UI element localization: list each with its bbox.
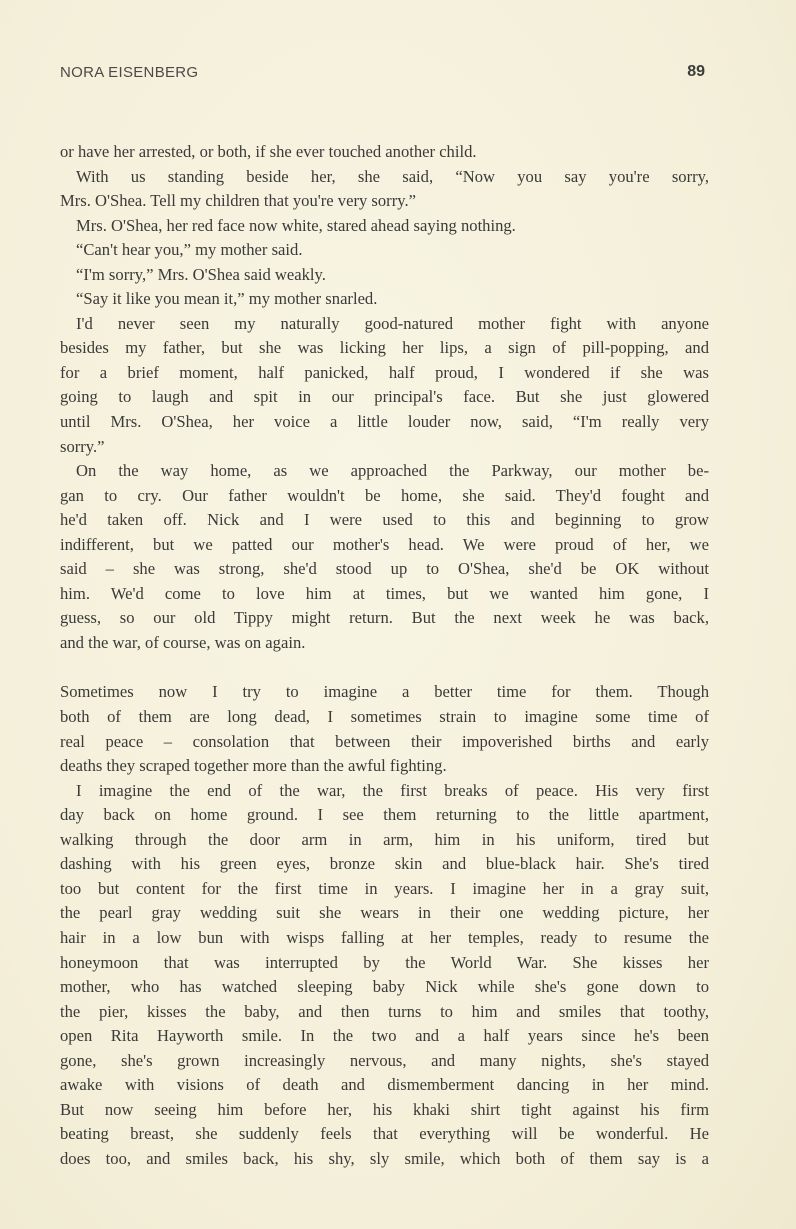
text-line: both of them are long dead, I sometimes strain to imagine some time of (60, 707, 709, 727)
text-line: deaths they scraped together more than the awful fighting. (60, 756, 447, 776)
text-line: does too, and smiles back, his shy, sly smile, which both of them say is a (60, 1148, 709, 1168)
text-line: But now seeing him before her, his khaki shirt tight against his firm (60, 1099, 709, 1119)
body-text (60, 140, 709, 1171)
text-line: dashing with his green eyes, bronze skin and blue-black hair. She's tired (60, 854, 709, 874)
text-line: “I'm sorry,” Mrs. O'Shea said weakly. (76, 264, 326, 284)
text-line: I'd never seen my naturally good-natured mother fight with anyone (76, 313, 709, 333)
text-line: “Can't hear you,” my mother said. (76, 240, 303, 260)
text-line: sorry.” (60, 436, 105, 456)
text-line: he'd taken off. Nick and I were used to this and beginning to grow (60, 510, 709, 530)
text-line: open Rita Hayworth smile. In the two and a half years since he's been (60, 1026, 709, 1046)
section-break (60, 655, 709, 680)
text-line: “Say it like you mean it,” my mother snarled. (76, 289, 378, 309)
text-line: honeymoon that was interrupted by the World War. She kisses her (60, 952, 709, 972)
text-line: day back on home ground. I see them returning to the little apartment, (60, 805, 709, 825)
text-line: Mrs. O'Shea. Tell my children that you're very sorry.” (60, 191, 416, 211)
text-line: With us standing beside her, she said, “Now you say you're sorry, (76, 166, 709, 186)
text-line: until Mrs. O'Shea, her voice a little louder now, said, “I'm really very (60, 412, 709, 432)
text-line: the pearl gray wedding suit she wears in their one wedding picture, her (60, 903, 709, 923)
page-number: 89 (687, 63, 705, 80)
text-line: indifferent, but we patted our mother's head. We were proud of her, we (60, 534, 709, 554)
text-line: and the war, of course, was on again. (60, 632, 306, 652)
text-line: I imagine the end of the war, the first breaks of peace. His very first (76, 780, 709, 800)
text-line: going to laugh and spit in our principal's face. But she just glowered (60, 387, 709, 407)
text-line: too but content for the first time in years. I imagine her in a gray suit, (60, 878, 709, 898)
text-line: said – she was strong, she'd stood up to O'Shea, she'd be OK without (60, 559, 709, 579)
text-line: or have her arrested, or both, if she ever touched another child. (60, 142, 477, 161)
running-header (60, 64, 705, 88)
text-line: gan to cry. Our father wouldn't be home, she said. They'd fought and (60, 485, 709, 505)
text-line: him. We'd come to love him at times, but we wanted him gone, I (60, 583, 709, 603)
text-line: Sometimes now I try to imagine a better time for them. Though (60, 682, 709, 702)
text-line: guess, so our old Tippy might return. But the next week he was back, (60, 608, 709, 628)
text-line: hair in a low bun with wisps falling at her temples, ready to resume the (60, 927, 709, 947)
text-line: gone, she's grown increasingly nervous, and many nights, she's stayed (60, 1050, 709, 1070)
text-line: for a brief moment, half panicked, half proud, I wondered if she was (60, 362, 709, 382)
text-line: beating breast, she suddenly feels that everything will be wonderful. He (60, 1124, 709, 1144)
text-line: On the way home, as we approached the Parkway, our mother be- (76, 461, 709, 481)
text-line: besides my father, but she was licking her lips, a sign of pill-popping, and (60, 338, 709, 358)
text-line: awake with visions of death and dismemberment dancing in her mind. (60, 1075, 709, 1095)
text-line: walking through the door arm in arm, him in his uniform, tired but (60, 829, 709, 849)
text-line: real peace – consolation that between their impoverished births and early (60, 731, 709, 751)
text-line: mother, who has watched sleeping baby Nick while she's gone down to (60, 977, 709, 997)
text-line: Mrs. O'Shea, her red face now white, stared ahead saying nothing. (76, 215, 516, 235)
running-head-author: NORA EISENBERG (60, 64, 199, 81)
text-line: the pier, kisses the baby, and then turns to him and smiles that toothy, (60, 1001, 709, 1021)
